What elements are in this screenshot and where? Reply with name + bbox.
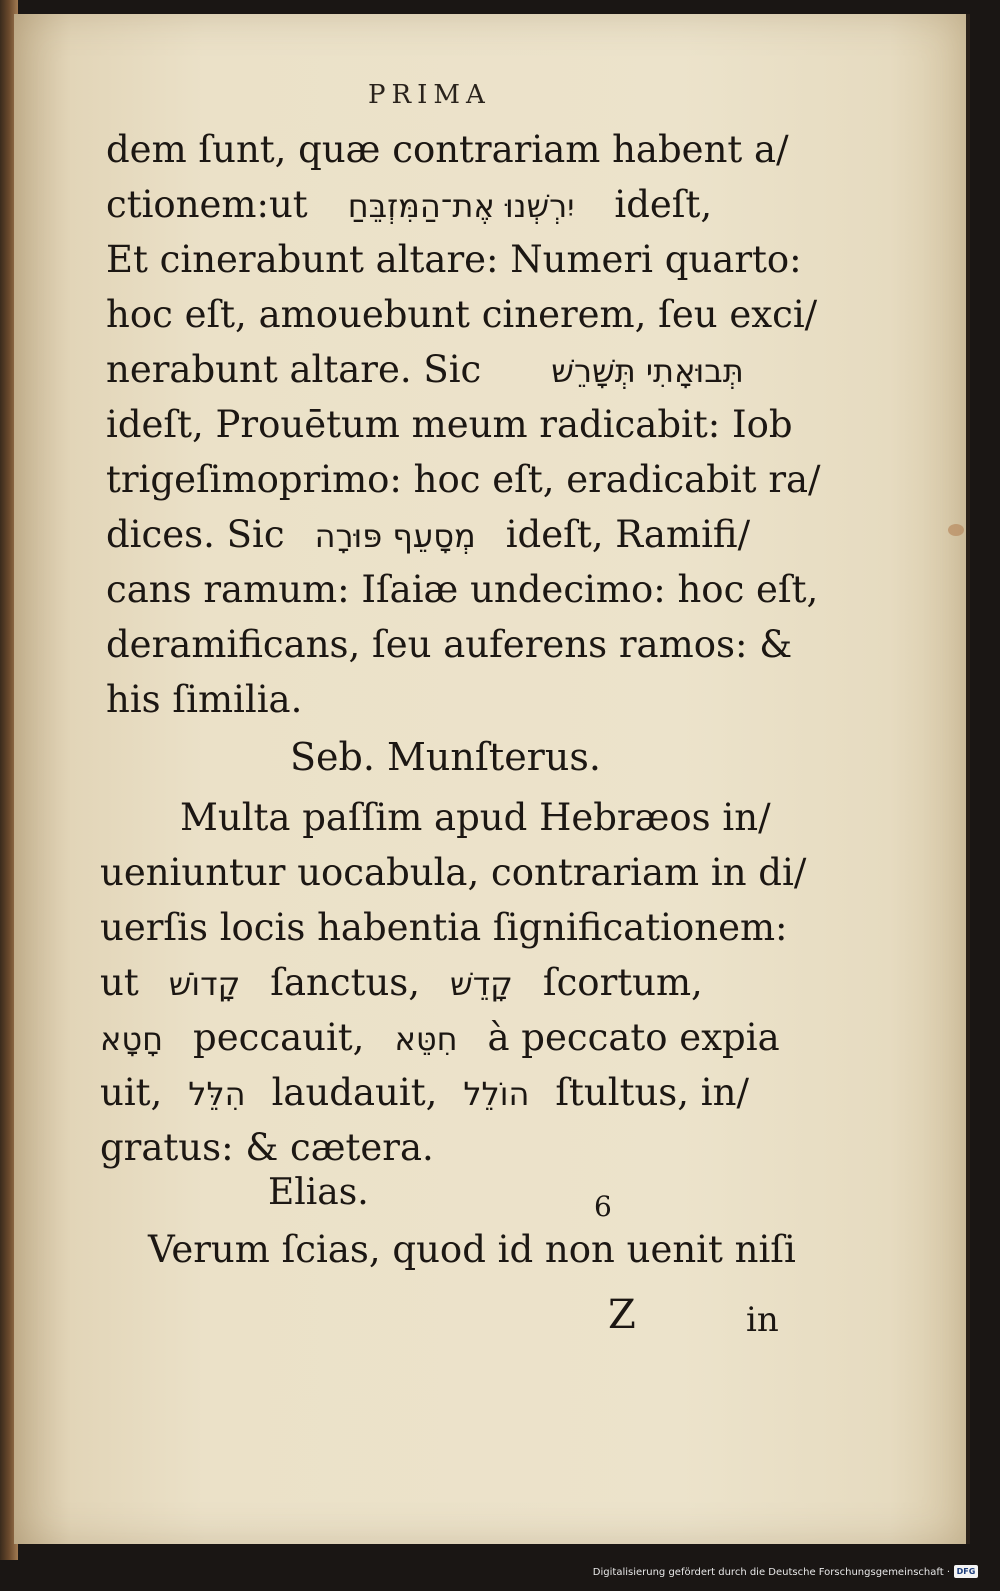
text-line: Verum ſcias, quod id non uenit niſi [148, 1228, 796, 1271]
hebrew-word: מְסָעֵף פּוּרָה [314, 517, 476, 555]
text-line: trigeſimoprimo: hoc eſt, eradicabit ra/ [106, 458, 821, 501]
hebrew-word: קָדוֹשׁ [168, 965, 241, 1003]
hebrew-word: הִלֵּל [188, 1075, 246, 1113]
hebrew-word: חִטֵּא [394, 1020, 458, 1058]
catchword: in [746, 1300, 779, 1340]
hebrew-word: קָדֵשׁ [450, 965, 513, 1003]
text-line: hoc eſt, amouebunt cinerem, ſeu exci/ [106, 293, 818, 336]
text-line: ctionem:ut יִרְשְׁנוּ אֶת־הַמִּזְבֵּחַ ideſt, [106, 177, 806, 232]
text-line: gratus: & cætera. [100, 1126, 434, 1169]
text-line: uerſis locis habentia ſignificationem: [100, 906, 788, 949]
text-line: nerabunt altare. Sic תְּבוּאָתִי תְּשָׁרֵשׁ [106, 342, 806, 397]
text-line: Et cinerabunt altare: Numeri quarto: [106, 238, 802, 281]
text-line: ut קָדוֹשׁ ſanctus, קָדֵשׁ ſcortum, [100, 955, 820, 1010]
signature-mark: Z [608, 1292, 636, 1338]
text-line: dices. Sic מְסָעֵף פּוּרָה ideſt, Ramifi/ [106, 507, 806, 562]
text-line: cans ramum: Iſaiæ undecimo: hoc eſt, [106, 568, 819, 611]
paper-stain [948, 524, 964, 536]
section-heading: Seb. Munſterus. [290, 735, 601, 779]
text-line: uit, הִלֵּל laudauit, הוֹלֵל ſtultus, in/ [100, 1065, 820, 1120]
second-text-block [100, 790, 820, 1175]
text-line: חָטָא peccauit, חִטֵּא à peccato expia [100, 1010, 820, 1065]
hebrew-word: יִרְשְׁנוּ אֶת־הַמִּזְבֵּחַ [347, 187, 575, 225]
main-text-block [106, 122, 821, 727]
hebrew-word: הוֹלֵל [463, 1075, 530, 1113]
running-header: PRIMA [368, 80, 491, 110]
hebrew-word: חָטָא [100, 1020, 164, 1058]
text-line: his ſimilia. [106, 678, 303, 721]
text-line: ideſt, Prouētum meum radicabit: Iob [106, 403, 793, 446]
dfg-logo: DFG [954, 1565, 978, 1578]
text-line: Multa paſſim apud Hebræos in/ [180, 796, 771, 839]
folio-number: 6 [594, 1190, 612, 1223]
digitization-footer: Digitalisierung gefördert durch die Deutsche Forschungsgemeinschaft · [592, 1567, 950, 1578]
text-line: ueniuntur uocabula, contrariam in di/ [100, 851, 807, 894]
hebrew-word: תְּבוּאָתִי תְּשָׁרֵשׁ [551, 352, 744, 390]
text-line: deramificans, ſeu auferens ramos: & [106, 623, 793, 666]
text-line: dem ſunt, quæ contrariam habent a/ [106, 128, 789, 171]
speaker-heading: Elias. [268, 1172, 369, 1213]
